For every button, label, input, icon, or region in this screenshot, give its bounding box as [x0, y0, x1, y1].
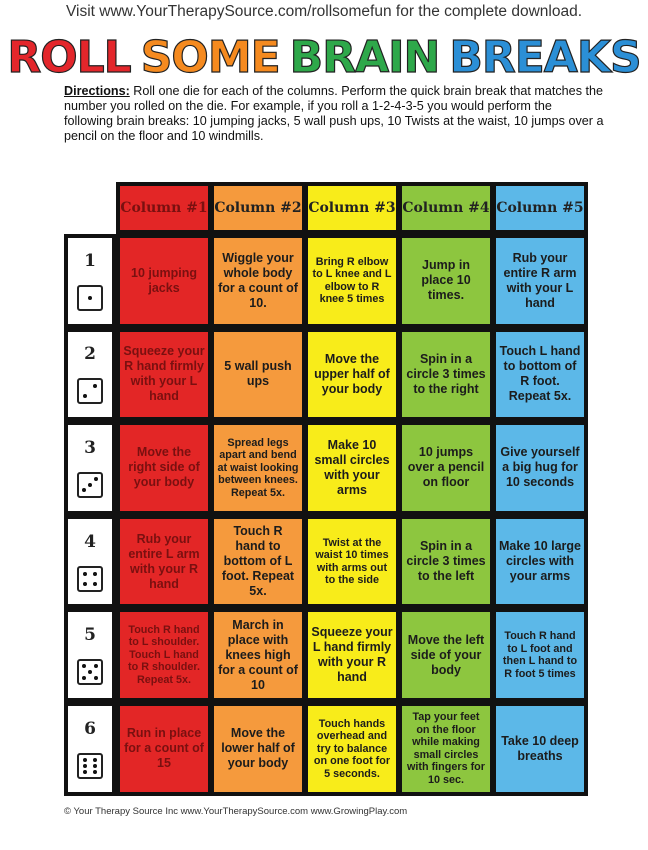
brain-break-table: [64, 182, 588, 796]
die-pip: [93, 572, 97, 576]
die-four-icon: [77, 566, 103, 592]
table-cell: Move the lower half of your body: [214, 706, 302, 792]
title-word-roll: ROLL: [7, 32, 131, 83]
row-label-1: [68, 238, 112, 324]
die-pip: [82, 664, 86, 668]
directions-paragraph: [64, 84, 604, 144]
die-five-icon: [77, 659, 103, 685]
table-cell: Rub your entire L arm with your R hand: [120, 519, 208, 605]
die-pip: [83, 394, 87, 398]
die-pip: [93, 758, 97, 762]
die-pip: [88, 670, 92, 674]
title-word-some: SOME: [140, 32, 280, 83]
die-six-icon: [77, 753, 103, 779]
table-cell: Squeeze your L hand firmly with your R hand: [308, 612, 396, 698]
table-cell: Make 10 small circles with your arms: [308, 425, 396, 511]
die-pip: [88, 296, 92, 300]
die-pip: [82, 488, 86, 492]
table-cell: Wiggle your whole body for a count of 10.: [214, 238, 302, 324]
footer-copyright: © Your Therapy Source Inc www.YourTherapySource.com www.GrowingPlay.com: [64, 806, 408, 817]
row-number: 1: [84, 250, 96, 271]
table-cell: Spread legs apart and bend at waist looking between knees. Repeat 5x.: [214, 425, 302, 511]
directions-text: Roll one die for each of the columns. Perform the quick brain break that matches the number you rolled on the die. For example, if you roll a 1-2-4-3-5 you would perform the following brain breaks: 10 jumping jacks, 5 wall push ups, 10 Twists at the waist, 10 jumps over a pencil on the floor and 10 windmills.: [64, 84, 604, 143]
die-three-icon: [77, 472, 103, 498]
column-header-4: Column #4: [402, 186, 490, 230]
die-two-icon: [77, 378, 103, 404]
table-cell: 5 wall push ups: [214, 332, 302, 418]
die-pip: [83, 758, 87, 762]
download-link-banner: Visit www.YourTherapySource.com/rollsomefun for the complete download.: [65, 3, 583, 20]
row-number: 5: [84, 625, 96, 646]
column-header-3: Column #3: [308, 186, 396, 230]
row-number: 3: [84, 437, 96, 458]
row-label-4: [68, 519, 112, 605]
table-cell: Spin in a circle 3 times to the left: [402, 519, 490, 605]
table-cell: Touch L hand to bottom of R foot. Repeat 5x.: [496, 332, 584, 418]
table-cell: Run in place for a count of 15: [120, 706, 208, 792]
die-pip: [82, 676, 86, 680]
die-pip: [93, 764, 97, 768]
title-word-brain: BRAIN: [289, 32, 440, 83]
column-header-2: Column #2: [214, 186, 302, 230]
table-cell: Make 10 large circles with your arms: [496, 519, 584, 605]
row-number: 4: [84, 531, 96, 552]
table-cell: Bring R elbow to L knee and L elbow to R knee 5 times: [308, 238, 396, 324]
table-cell: Jump in place 10 times.: [402, 238, 490, 324]
table-cell: Touch R hand to bottom of L foot. Repeat 5x.: [214, 519, 302, 605]
row-number: 6: [84, 718, 96, 739]
table-cell: Take 10 deep breaths: [496, 706, 584, 792]
die-pip: [94, 477, 98, 481]
table-cell: Give yourself a big hug for 10 seconds: [496, 425, 584, 511]
directions-label: Directions:: [64, 84, 130, 98]
row-label-6: [68, 706, 112, 792]
table-cell: Move the right side of your body: [120, 425, 208, 511]
table-cell: Move the left side of your body: [402, 612, 490, 698]
table-cell: 10 jumps over a pencil on floor: [402, 425, 490, 511]
row-label-5: [68, 612, 112, 698]
column-header-5: Column #5: [496, 186, 584, 230]
table-cell: Touch R hand to L shoulder. Touch L hand to R shoulder. Repeat 5x.: [120, 612, 208, 698]
row-number: 2: [84, 344, 96, 365]
die-pip: [93, 770, 97, 774]
column-header-1: Column #1: [120, 186, 208, 230]
row-label-3: [68, 425, 112, 511]
table-cell: Twist at the waist 10 times with arms out to the side: [308, 519, 396, 605]
table-cell: 10 jumping jacks: [120, 238, 208, 324]
table-cell: Spin in a circle 3 times to the right: [402, 332, 490, 418]
page-title: [0, 34, 648, 82]
table-cell: Rub your entire R arm with your L hand: [496, 238, 584, 324]
die-pip: [93, 582, 97, 586]
die-one-icon: [77, 285, 103, 311]
table-cell: Tap your feet on the floor while making small circles with fingers for 10 sec.: [402, 706, 490, 792]
die-pip: [88, 483, 92, 487]
die-pip: [83, 582, 87, 586]
table-cell: Squeeze your R hand firmly with your L hand: [120, 332, 208, 418]
table-cell: Touch R hand to L foot and then L hand to R foot 5 times: [496, 612, 584, 698]
die-pip: [94, 676, 98, 680]
die-pip: [94, 664, 98, 668]
table-cell: Touch hands overhead and try to balance on one foot for 5 seconds.: [308, 706, 396, 792]
table-cell: Move the upper half of your body: [308, 332, 396, 418]
die-pip: [83, 770, 87, 774]
row-label-2: [68, 332, 112, 418]
title-word-breaks: BREAKS: [449, 32, 641, 83]
die-pip: [93, 384, 97, 388]
die-pip: [83, 572, 87, 576]
die-pip: [83, 764, 87, 768]
table-cell: March in place with knees high for a count of 10: [214, 612, 302, 698]
